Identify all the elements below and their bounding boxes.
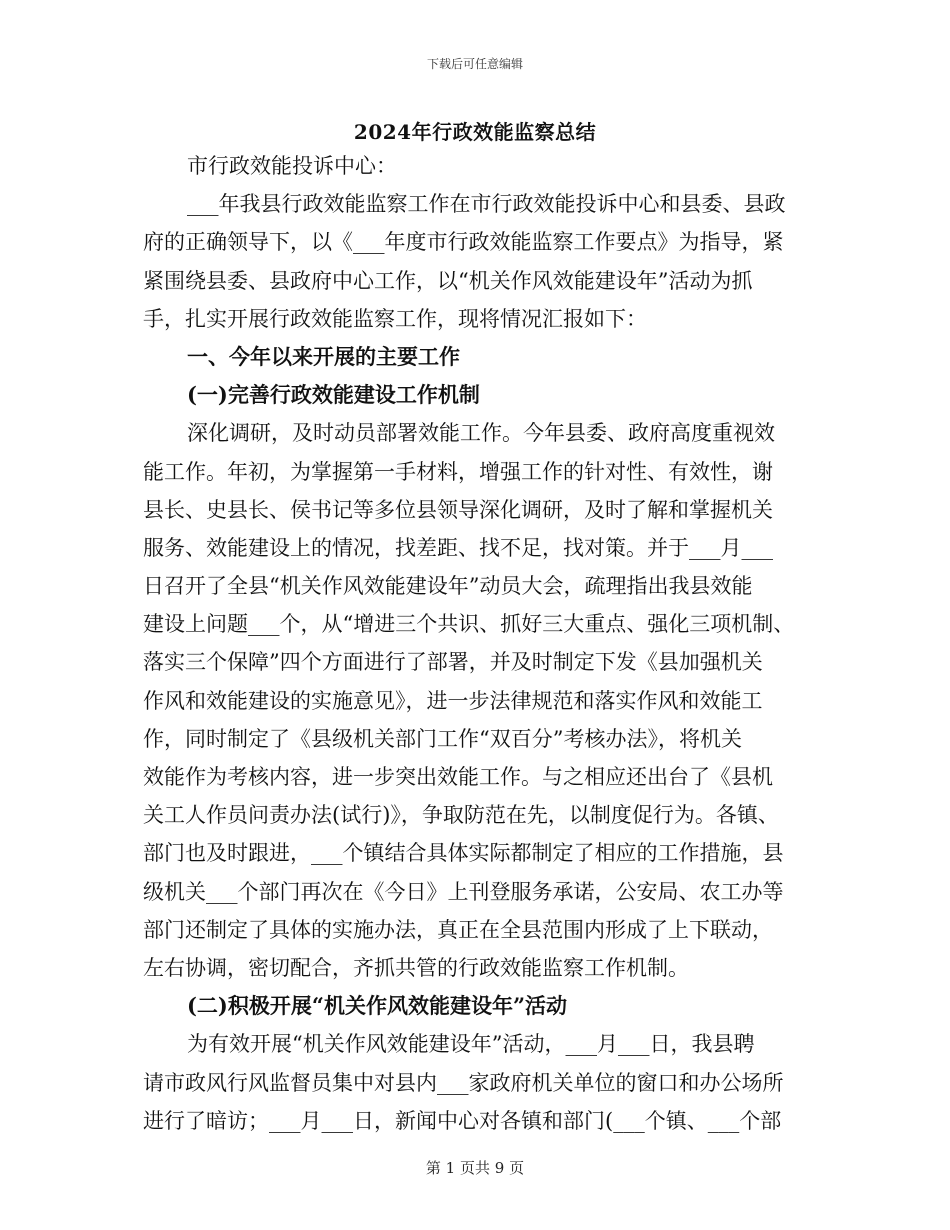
paragraph-line: 作风和效能建设的实施意见》，进一步法律规范和落实作风和效能工 <box>143 688 763 713</box>
paragraph-line: 级机关___个部门再次在《今日》上刊登服务承诺，公安局、农工办等 <box>143 879 784 904</box>
paragraph-line: 进行了暗访；___月___日，新闻中心对各镇和部门(___个镇、___个部 <box>143 1108 782 1133</box>
page-footer: 第 1 页共 9 页 <box>425 1159 525 1177</box>
paragraph-line: 效能作为考核内容，进一步突出效能工作。与之相应还出台了《县机 <box>143 765 773 789</box>
document-body <box>143 147 807 1140</box>
salutation-line: 市行政效能投诉中心： <box>187 154 397 178</box>
paragraph-line: 为有效开展“机关作风效能建设年”活动，___月___日，我县聘 <box>187 1032 755 1057</box>
paragraph-line: 服务、效能建设上的情况，找差距、找不足，找对策。并于___月___ <box>143 535 773 560</box>
paragraph-line: 府的正确领导下，以《___年度市行政效能监察工作要点》为指导，紧 <box>143 230 784 255</box>
header-note: 下载后可任意编辑 <box>426 57 523 71</box>
paragraph-line: 部门还制定了具体的实施办法，真正在全县范围内形成了上下联动， <box>143 917 773 942</box>
subsection-heading: (二)积极开展“机关作风效能建设年”活动 <box>187 993 568 1019</box>
paragraph-line: 紧围绕县委、县政府中心工作，以“机关作风效能建设年”活动为抓 <box>143 268 753 293</box>
paragraph-line: 县长、史县长、侯书记等多位县领导深化调研，及时了解和掌握机关 <box>143 497 773 522</box>
paragraph-line: 深化调研，及时动员部署效能工作。今年县委、政府高度重视效 <box>187 421 775 446</box>
paragraph-line: 落实三个保障”四个方面进行了部署，并及时制定下发《县加强机关 <box>143 650 763 675</box>
paragraph-line: 建设上问题___个，从“增进三个共识、抓好三大重点、强化三项机制、 <box>143 612 795 637</box>
paragraph-line: 关工人作员问责办法(试行)》，争取防范在先，以制度促行为。各镇、 <box>143 803 779 828</box>
subsection-heading: (一)完善行政效能建设工作机制 <box>187 382 480 408</box>
paragraph-line: 手，扎实开展行政效能监察工作，现将情况汇报如下： <box>143 306 647 331</box>
paragraph-line: 能工作。年初，为掌握第一手材料，增强工作的针对性、有效性，谢 <box>143 459 773 484</box>
paragraph-line: ___年我县行政效能监察工作在市行政效能投诉中心和县委、县政 <box>187 192 786 217</box>
paragraph-line: 日召开了全县“机关作风效能建设年”动员大会，疏理指出我县效能 <box>143 574 753 599</box>
paragraph-line: 请市政风行风监督员集中对县内___家政府机关单位的窗口和办公场所 <box>143 1070 784 1095</box>
section-heading: 一、今年以来开展的主要工作 <box>187 343 460 369</box>
document-title: 2024年行政效能监察总结 <box>353 120 597 144</box>
paragraph-line: 部门也及时跟进，___个镇结合具体实际都制定了相应的工作措施，县 <box>143 841 784 866</box>
paragraph-line: 作，同时制定了《县级机关部门工作“双百分”考核办法》，将机关 <box>143 726 742 751</box>
paragraph-line: 左右协调，密切配合，齐抓共管的行政效能监察工作机制。 <box>143 955 689 980</box>
